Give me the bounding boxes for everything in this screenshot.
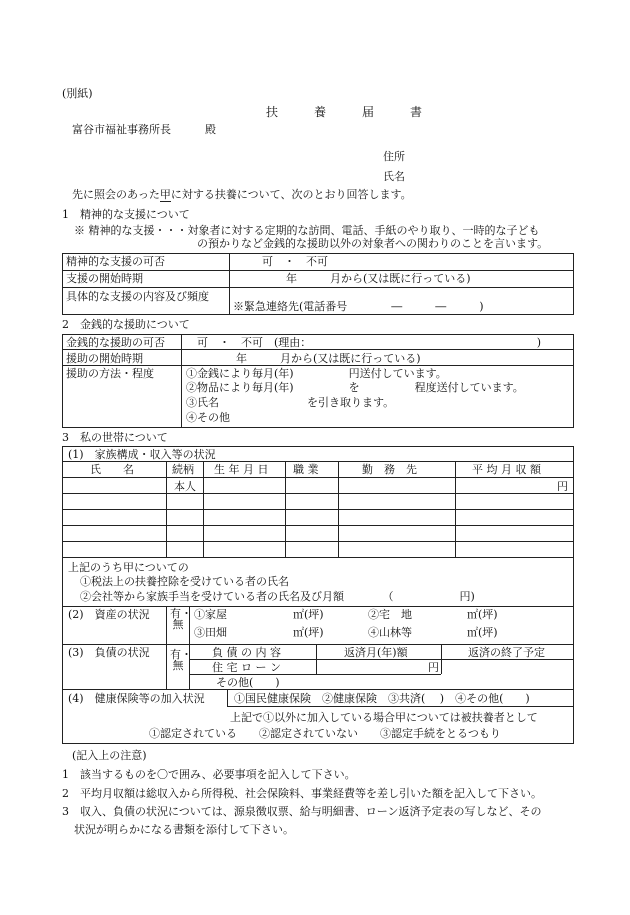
rule <box>62 365 574 366</box>
addressee: 富谷市福祉事務所長 <box>72 123 171 136</box>
col-birthdate: 生 年 月 日 <box>214 463 269 476</box>
rule <box>189 659 574 660</box>
rule <box>62 557 574 558</box>
intro-text <box>72 189 412 200</box>
family-heading: (1) 家族構成・収入等の状況 <box>68 448 216 461</box>
support-start-label: 支援の開始時期 <box>66 272 143 285</box>
rule <box>166 461 167 557</box>
debt-other: その他( ) <box>216 676 280 689</box>
name-label: 氏名 <box>383 170 405 183</box>
rule <box>62 349 574 350</box>
rule <box>227 706 574 707</box>
debt-housing-loan: 住 宅 ロ ー ン <box>212 661 281 674</box>
intro-pre: 先に照会のあった <box>72 188 160 201</box>
rule <box>62 287 574 288</box>
rule <box>285 461 286 557</box>
aid-method-2: ②物品により毎月(年) を 程度送付しています。 <box>186 381 524 394</box>
rule <box>229 253 230 315</box>
aid-possible-label: 金銭的な援助の可否 <box>66 336 165 349</box>
honorific: 殿 <box>205 123 216 136</box>
col-income: 平 均 月 収 額 <box>472 463 541 476</box>
rule <box>181 334 182 428</box>
debt-yen-unit: 円 <box>428 661 439 674</box>
rule <box>62 509 574 510</box>
rule <box>455 461 456 557</box>
aid-method-3: ③氏名 を引き取ります。 <box>186 396 395 409</box>
support-content-label: 具体的な支援の内容及び頻度 <box>66 290 209 303</box>
asset-land: ②宅 地 ㎡(坪) <box>368 608 498 621</box>
income-yen-unit: 円 <box>557 480 568 493</box>
rule <box>166 606 167 644</box>
section1-note-line1: ※ 精神的な支援・・・対象者に対する定期的な訪問、電話、手紙のやり取り、一時的な子ども <box>74 224 540 237</box>
debt-col-amount: 返済月(年)額 <box>344 646 408 659</box>
rule <box>62 461 574 462</box>
debt-col-content: 負 債 の 内 容 <box>212 646 281 659</box>
rule <box>203 461 204 557</box>
section1-note-line2: の預かりなど金銭的な援助以外の対象者への関わりのことを言います。 <box>197 237 549 250</box>
support-possible-label: 精神的な支援の可否 <box>66 255 165 268</box>
document-title: 扶 養 届 書 <box>266 105 435 119</box>
insurance-label: (4) 健康保険等の加入状況 <box>68 692 205 705</box>
rule <box>166 644 167 689</box>
aid-method-label: 援助の方法・程度 <box>66 367 154 380</box>
section3-heading: 3 私の世帯について <box>62 431 168 444</box>
col-name: 氏 名 <box>90 463 134 476</box>
asset-farm: ③田畑 ㎡(坪) <box>194 626 324 639</box>
ko-item-2: ②会社等から家族手当を受けている者の氏名及び月額 （ 円) <box>80 590 475 603</box>
rule <box>62 493 574 494</box>
intro-post: に対する扶養について、次のとおり回答します。 <box>170 188 412 201</box>
assets-flag: 有・無 <box>170 607 192 631</box>
ko-title: 上記のうち甲についての <box>68 561 189 574</box>
aid-start-value: 年 月から(又は既に行っている) <box>236 352 421 365</box>
aid-method-1: ①金銭により毎月(年) 円送付しています。 <box>186 367 447 380</box>
debt-col-end: 返済の終了予定 <box>468 646 545 659</box>
aid-start-label: 援助の開始時期 <box>66 352 143 365</box>
aid-method-4: ④その他 <box>186 411 230 424</box>
debt-label: (3) 負債の状況 <box>68 646 150 659</box>
emergency-contact: ※緊急連絡先(電話番号 ― ― ) <box>233 300 484 313</box>
rule <box>62 525 574 526</box>
asset-house: ①家屋 ㎡(坪) <box>194 608 324 621</box>
col-relation: 続柄 <box>172 463 194 476</box>
assets-label: (2) 資産の状況 <box>68 608 150 621</box>
attachment-label: (別紙) <box>62 87 93 100</box>
note-2: 2 平均月収額は総収入から所得税、社会保険料、事業経費等を差し引いた額を記入して下さい。 <box>62 787 542 800</box>
debt-flag: 有・無 <box>170 648 192 672</box>
address-label: 住所 <box>383 150 405 163</box>
rule <box>62 606 574 607</box>
support-start-value: 年 月から(又は既に行っている) <box>286 272 471 285</box>
rule <box>62 477 574 478</box>
rule <box>62 270 574 271</box>
notes-heading: (記入上の注意) <box>72 749 147 762</box>
rule <box>338 461 339 557</box>
insurance-note: 上記で①以外に加入している場合甲については被扶養者として <box>230 711 538 724</box>
insurance-options: ①国民健康保険 ②健康保険 ③共済( ) ④その他( ) <box>234 692 530 705</box>
ko-item-1: ①税法上の扶養控除を受けている者の氏名 <box>80 575 289 588</box>
aid-possible-value: 可 ・ 不可 (理由： ) <box>197 336 542 349</box>
relation-self: 本人 <box>174 480 196 493</box>
section1-heading: 1 精神的な支援について <box>62 208 190 221</box>
asset-forest: ④山林等 ㎡(坪) <box>368 626 498 639</box>
intro-ko: 甲 <box>159 188 171 201</box>
rule <box>189 674 441 675</box>
col-workplace: 勤 務 先 <box>362 463 417 476</box>
rule <box>62 541 574 542</box>
col-occupation: 職 業 <box>293 463 319 476</box>
note-1: 1 該当するものを〇で囲み、必要事項を記入して下さい。 <box>62 768 356 781</box>
section2-heading: 2 金銭的な援助について <box>62 318 190 331</box>
rule <box>227 689 228 706</box>
rule <box>62 689 574 690</box>
note-3: 3 収入、負債の状況については、源泉徴収票、給与明細書、ローン返済予定表の写しなど、その <box>62 805 542 818</box>
rule <box>62 644 574 645</box>
support-possible-value: 可 ・ 不可 <box>262 255 328 268</box>
insurance-choices: ①認定されている ②認定されていない ③認定手続をとるつもり <box>149 727 501 740</box>
note-3-continued: 状況が明らかになる書類を添付して下さい。 <box>74 823 294 836</box>
